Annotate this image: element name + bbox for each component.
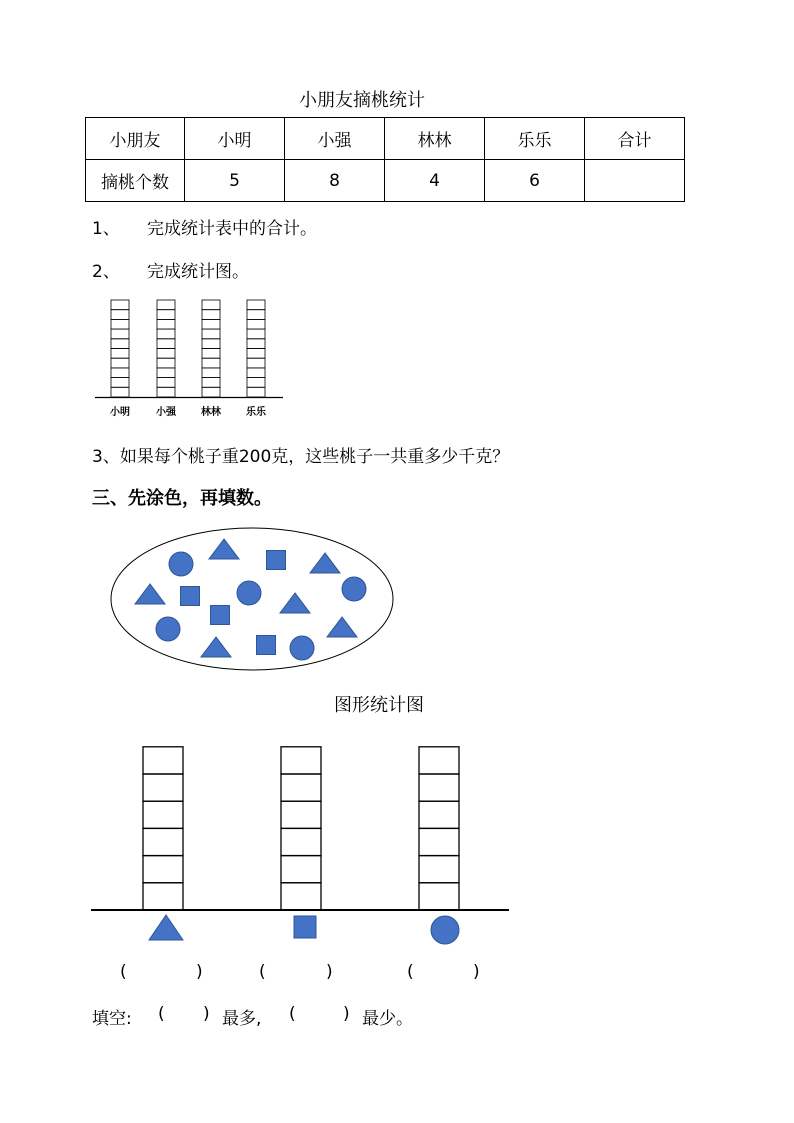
fill-least-text: 最少。 — [362, 1009, 413, 1029]
shape-blank-chart[interactable] — [91, 747, 509, 944]
small-chart-cell[interactable] — [111, 378, 129, 388]
square-category-icon — [294, 916, 316, 938]
triangle-shape[interactable] — [201, 637, 231, 657]
question-1-text: 完成统计表中的合计。 — [147, 219, 317, 239]
shape-chart-column[interactable] — [419, 747, 459, 910]
small-chart-cell[interactable] — [157, 310, 175, 320]
small-chart-cell[interactable] — [202, 378, 220, 388]
small-chart-cell[interactable] — [157, 368, 175, 378]
row-label-peach-count: 摘桃个数 — [86, 160, 185, 202]
shape-chart-cell[interactable] — [281, 828, 321, 855]
shape-chart-cell[interactable] — [281, 856, 321, 883]
shape-chart-column[interactable] — [281, 747, 321, 910]
triangle-shape[interactable] — [209, 539, 239, 559]
small-chart-cell[interactable] — [247, 300, 265, 310]
small-chart-cell[interactable] — [111, 319, 129, 329]
blank-circle-open: ( — [407, 962, 414, 982]
square-shape[interactable] — [181, 587, 200, 606]
shape-chart-cell[interactable] — [281, 883, 321, 910]
blank-triangle-close: ) — [196, 962, 203, 982]
shape-chart-cell[interactable] — [419, 747, 459, 774]
circle-shape[interactable] — [290, 636, 314, 660]
question-2-text: 完成统计图。 — [147, 262, 249, 282]
small-chart-cell[interactable] — [157, 349, 175, 359]
small-chart-cell[interactable] — [202, 358, 220, 368]
shape-chart-cell[interactable] — [143, 856, 183, 883]
small-chart-column[interactable] — [247, 300, 265, 397]
fill-close-2: ) — [343, 1004, 350, 1024]
small-chart-label-linlin: 林林 — [201, 407, 221, 418]
small-chart-cell[interactable] — [202, 368, 220, 378]
blank-circle-close: ) — [473, 962, 480, 982]
small-chart-cell[interactable] — [247, 329, 265, 339]
fill-most-text: 最多, — [222, 1009, 262, 1029]
shape-chart-cell[interactable] — [281, 747, 321, 774]
header-cell-xiaoqiang: 小强 — [285, 118, 385, 160]
small-chart-label-xiaoqiang: 小强 — [156, 407, 176, 418]
small-chart-cell[interactable] — [202, 339, 220, 349]
circle-shape[interactable] — [169, 552, 193, 576]
shape-chart-column[interactable] — [143, 747, 183, 910]
shape-chart-cell[interactable] — [419, 856, 459, 883]
small-chart-label-lele: 乐乐 — [246, 407, 266, 418]
small-chart-cell[interactable] — [111, 368, 129, 378]
value-cell-lele: 6 — [485, 160, 585, 202]
small-chart-cell[interactable] — [202, 349, 220, 359]
circle-shape[interactable] — [156, 617, 180, 641]
header-cell-xiaoming: 小明 — [185, 118, 285, 160]
shapes-ellipse-group[interactable] — [111, 528, 393, 670]
header-cell-lele: 乐乐 — [485, 118, 585, 160]
shape-chart-cell[interactable] — [143, 883, 183, 910]
value-cell-linlin: 4 — [385, 160, 485, 202]
shape-chart-cell[interactable] — [419, 828, 459, 855]
shape-chart-cell[interactable] — [281, 774, 321, 801]
small-chart-cell[interactable] — [202, 300, 220, 310]
small-blank-chart[interactable] — [95, 300, 283, 398]
small-chart-cell[interactable] — [247, 349, 265, 359]
fill-open-2: ( — [289, 1004, 296, 1024]
small-chart-label-xiaoming: 小明 — [110, 407, 130, 418]
section-3-heading: 三、先涂色，再填数。 — [92, 488, 272, 509]
small-chart-cell[interactable] — [247, 339, 265, 349]
shape-chart-title: 图形统计图 — [334, 695, 424, 716]
shape-chart-cell[interactable] — [281, 801, 321, 828]
small-chart-cell[interactable] — [247, 310, 265, 320]
shape-chart-cell[interactable] — [143, 747, 183, 774]
small-chart-cell[interactable] — [111, 358, 129, 368]
header-cell-children: 小朋友 — [86, 118, 185, 160]
triangle-shape[interactable] — [310, 553, 340, 573]
shape-chart-cell[interactable] — [143, 801, 183, 828]
small-chart-cell[interactable] — [157, 387, 175, 397]
shape-chart-cell[interactable] — [419, 801, 459, 828]
square-shape[interactable] — [267, 551, 286, 570]
square-shape[interactable] — [257, 636, 276, 655]
value-cell-xiaoming: 5 — [185, 160, 285, 202]
small-chart-column[interactable] — [111, 300, 129, 397]
circle-shape[interactable] — [237, 581, 261, 605]
small-chart-cell[interactable] — [157, 358, 175, 368]
circle-shape[interactable] — [342, 577, 366, 601]
shape-chart-cell[interactable] — [143, 774, 183, 801]
small-chart-cell[interactable] — [202, 387, 220, 397]
small-chart-column[interactable] — [157, 300, 175, 397]
shape-chart-cell[interactable] — [419, 774, 459, 801]
triangle-shape[interactable] — [327, 617, 357, 637]
small-chart-cell[interactable] — [157, 319, 175, 329]
triangle-shape[interactable] — [280, 593, 310, 613]
shape-chart-cell[interactable] — [143, 828, 183, 855]
small-chart-cell[interactable] — [247, 368, 265, 378]
blank-square-open: ( — [259, 962, 266, 982]
small-chart-cell[interactable] — [111, 349, 129, 359]
small-chart-cell[interactable] — [111, 387, 129, 397]
question-3-text: 3、如果每个桃子重200克，这些桃子一共重多少千克？ — [92, 447, 510, 467]
small-chart-cell[interactable] — [111, 339, 129, 349]
small-chart-cell[interactable] — [247, 319, 265, 329]
shape-chart-cell[interactable] — [419, 883, 459, 910]
small-chart-cell[interactable] — [157, 378, 175, 388]
small-chart-cell[interactable] — [202, 329, 220, 339]
triangle-shape[interactable] — [135, 584, 165, 604]
small-chart-cell[interactable] — [202, 319, 220, 329]
fill-close-1: ) — [203, 1004, 210, 1024]
small-chart-cell[interactable] — [247, 358, 265, 368]
small-chart-cell[interactable] — [157, 339, 175, 349]
small-chart-cell[interactable] — [111, 300, 129, 310]
value-cell-xiaoqiang: 8 — [285, 160, 385, 202]
header-cell-total: 合计 — [585, 118, 685, 160]
small-chart-cell[interactable] — [202, 310, 220, 320]
circle-category-icon — [431, 916, 459, 944]
small-chart-cell[interactable] — [157, 300, 175, 310]
small-chart-cell[interactable] — [247, 378, 265, 388]
table-title: 小朋友摘桃统计 — [299, 90, 425, 111]
blank-square-close: ) — [326, 962, 333, 982]
square-shape[interactable] — [211, 606, 230, 625]
question-2-number: 2、 — [92, 262, 120, 282]
header-cell-linlin: 林林 — [385, 118, 485, 160]
question-1-number: 1、 — [92, 219, 120, 239]
fill-label: 填空: — [92, 1009, 132, 1029]
fill-open-1: ( — [158, 1004, 165, 1024]
small-chart-cell[interactable] — [111, 329, 129, 339]
small-chart-column[interactable] — [202, 300, 220, 397]
blank-triangle-open: ( — [120, 962, 127, 982]
small-chart-cell[interactable] — [157, 329, 175, 339]
triangle-category-icon — [149, 915, 183, 940]
small-chart-cell[interactable] — [111, 310, 129, 320]
small-chart-cell[interactable] — [247, 387, 265, 397]
